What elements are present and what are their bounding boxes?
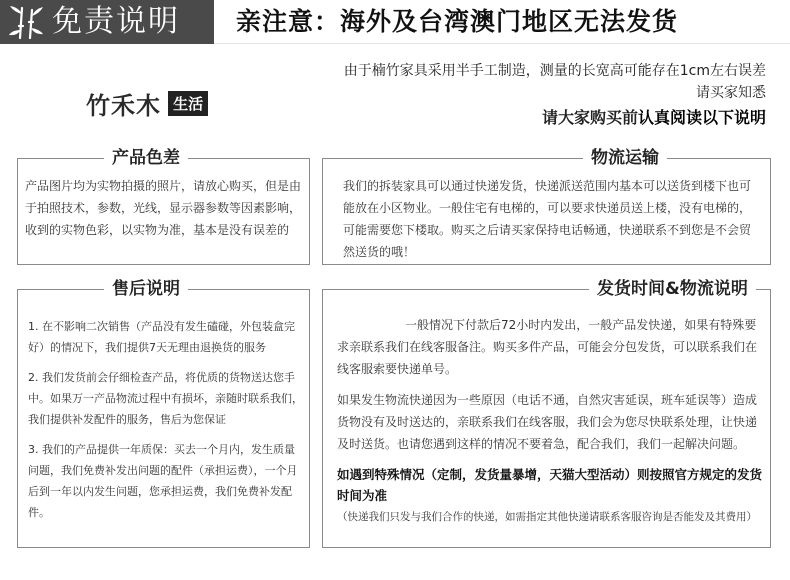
read-prefix: 请大家购买前 bbox=[541, 108, 638, 127]
header-title-block bbox=[0, 0, 214, 44]
color-difference-title: 产品色差 bbox=[104, 146, 188, 170]
disclaimer-line-1: 由于楠竹家具采用半手工制造，测量的长宽高可能存在1cm左右误差 bbox=[343, 63, 766, 79]
delivery-time-content bbox=[337, 314, 765, 526]
logistics-text: 我们的拆装家具可以通过快递发货，快递派送范围内基本可以送货到楼下也可能放在小区物业。一般住宅有电梯的，可以要求快递员送上楼，没有电梯的，可能需要您下楼取。购买之后请买家保持电话畅通，快递联系不到您是不会贸然送货的哦！ bbox=[343, 179, 752, 259]
brand-logo bbox=[86, 86, 208, 120]
after-sales-list bbox=[28, 316, 304, 532]
logo-badge: 生活 bbox=[168, 91, 208, 116]
delivery-time-box bbox=[322, 279, 771, 548]
color-difference-box bbox=[17, 148, 310, 265]
bamboo-icon bbox=[8, 4, 44, 40]
special-cases-note: 如遇到特殊情况（定制，发货量暴增，天猫大型活动）则按照官方规定的发货时间为准 bbox=[337, 467, 763, 503]
logo-text: 竹禾木 bbox=[86, 91, 161, 120]
read-before-buying bbox=[542, 106, 766, 130]
read-emphasis: 认真阅读以下说明 bbox=[637, 108, 766, 127]
after-sales-item: 1. 在不影响二次销售（产品没有发生磕碰，外包装盒完好）的情况下，我们提供7天无理由退换货的服务 bbox=[28, 320, 295, 354]
after-sales-item: 2. 我们发货前会仔细检查产品，将优质的货物送达您手中。如果万一产品物流过程中有损坏，亲随时联系我们，我们提供补发配件的服务，售后为您保证 bbox=[28, 371, 303, 426]
page-title: 免责说明 bbox=[52, 4, 180, 39]
color-difference-text: 产品图片均为实物拍摄的照片，请放心购买，但是由于拍照技术，参数，光线，显示器参数等因素影响，收到的实物色彩，以实物为准，基本是没有误差的 bbox=[25, 179, 302, 237]
logistics-box bbox=[322, 148, 771, 265]
shipping-region-notice: 亲注意：海外及台湾澳门地区无法发货 bbox=[236, 7, 679, 36]
measurement-disclaimer bbox=[246, 60, 766, 104]
delivery-time-title: 发货时间&物流说明 bbox=[589, 277, 756, 301]
after-sales-item: 3. 我们的产品提供一年质保：买去一个月内，发生质量问题，我们免费补发出问题的配件（承担运费），一个月后到一年以内发生问题，您承担运费，我们免费补发配件。 bbox=[28, 443, 298, 519]
after-sales-box bbox=[17, 279, 310, 548]
header-bar bbox=[0, 0, 790, 44]
logistics-title: 物流运输 bbox=[583, 146, 667, 170]
courier-note: （快递我们只发与我们合作的快递，如需指定其他快递请联系客服咨询是否能发及其费用） bbox=[337, 511, 757, 523]
delivery-time-para-1: 一般情况下付款后72小时内发出，一般产品发快递，如果有特殊要求亲联系我们在线客服备注。购买多件产品，可能会分包发货，可以联系我们在线客服索要快递单号。 bbox=[337, 318, 758, 376]
after-sales-title: 售后说明 bbox=[104, 277, 188, 301]
delivery-time-para-2: 如果发生物流快递因为一些原因（电话不通，自然灾害延误，班车延误等）造成货物没有及时送达的，亲联系我们在线客服，我们会为您尽快联系处理，让快递及时送货。也请您遇到这样的情况不要着急，配合我们，我们一起解决问题。 bbox=[337, 393, 758, 451]
disclaimer-line-2: 请买家知悉 bbox=[696, 85, 766, 101]
